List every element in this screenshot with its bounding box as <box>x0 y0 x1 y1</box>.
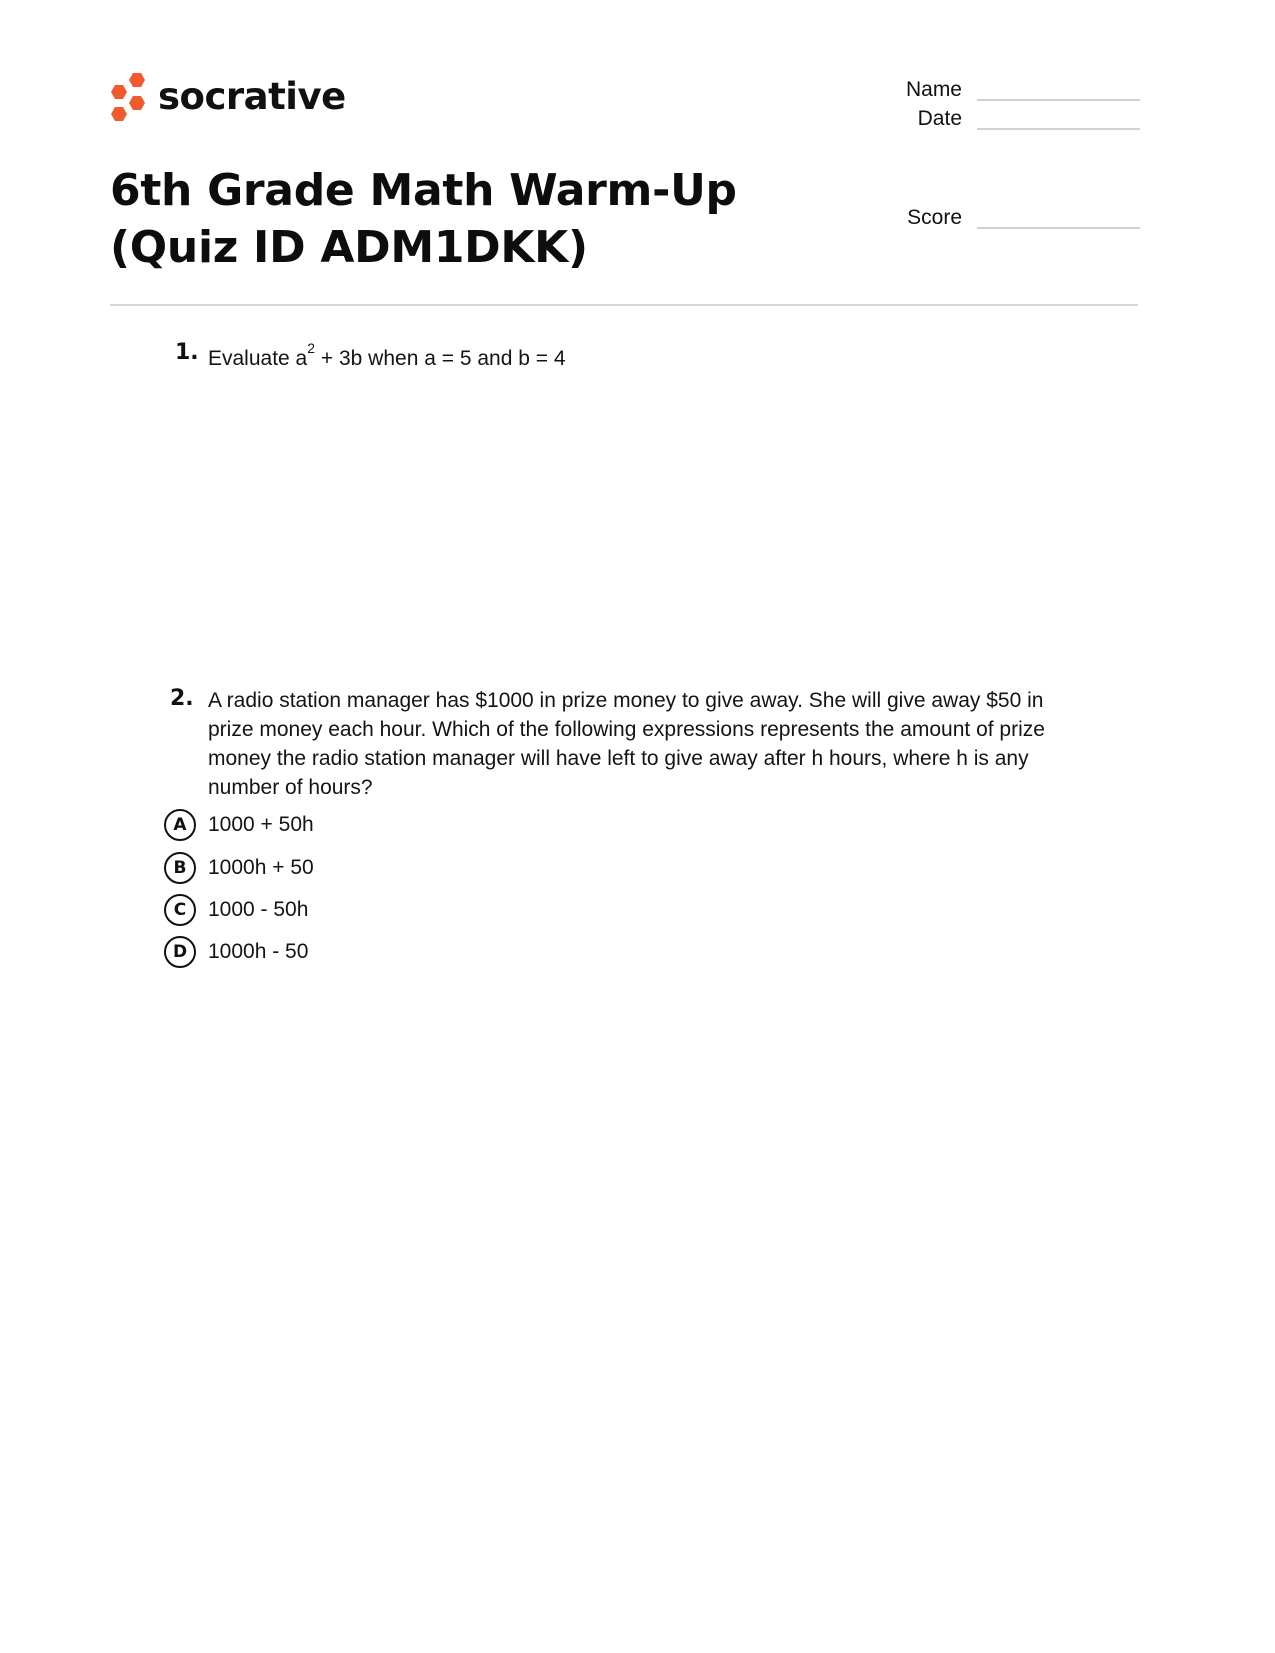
name-label: Name <box>905 78 962 101</box>
name-field[interactable] <box>880 77 1140 103</box>
score-label: Score <box>907 206 962 229</box>
socrative-logo <box>110 72 346 122</box>
option-text: 1000 - 50h <box>208 898 309 921</box>
score-field[interactable] <box>880 205 1140 231</box>
score-input-line[interactable] <box>977 227 1140 229</box>
question-text: A radio station manager has $1000 in prize money to give away. She will give away $50 in prize money each hour. Which of the following expressions represents the amount of prize money the radio station manager will have left to give away after h hours, where h is any number of hours? <box>208 689 1045 799</box>
name-input-line[interactable] <box>977 99 1140 101</box>
answer-option-c[interactable] <box>164 893 308 927</box>
answer-option-d[interactable] <box>164 935 308 969</box>
option-letter-badge[interactable]: D <box>164 936 196 968</box>
option-letter-badge[interactable]: C <box>164 894 196 926</box>
option-text: 1000 + 50h <box>208 813 314 836</box>
answer-option-b[interactable] <box>164 851 314 885</box>
question-text-part: + 3b when a = 5 and b = 4 <box>315 347 566 370</box>
date-field[interactable] <box>880 106 1140 132</box>
question-number: 2. <box>170 686 194 711</box>
answer-option-a[interactable] <box>164 808 314 842</box>
question-text-part: Evaluate a <box>208 347 308 370</box>
option-letter-badge[interactable]: B <box>164 852 196 884</box>
header-divider <box>110 304 1138 306</box>
page-title: 6th Grade Math Warm-Up (Quiz ID ADM1DKK) <box>110 165 737 273</box>
option-letter-badge[interactable]: A <box>164 809 196 841</box>
brand-name: socrative <box>158 75 346 118</box>
question-text <box>208 340 566 373</box>
question-number: 1. <box>175 340 199 365</box>
date-label: Date <box>917 107 962 130</box>
option-text: 1000h + 50 <box>208 856 314 879</box>
option-text: 1000h - 50 <box>208 940 309 963</box>
date-input-line[interactable] <box>977 128 1140 130</box>
exponent: 2 <box>307 340 316 356</box>
hexagon-cluster-icon <box>110 72 148 122</box>
